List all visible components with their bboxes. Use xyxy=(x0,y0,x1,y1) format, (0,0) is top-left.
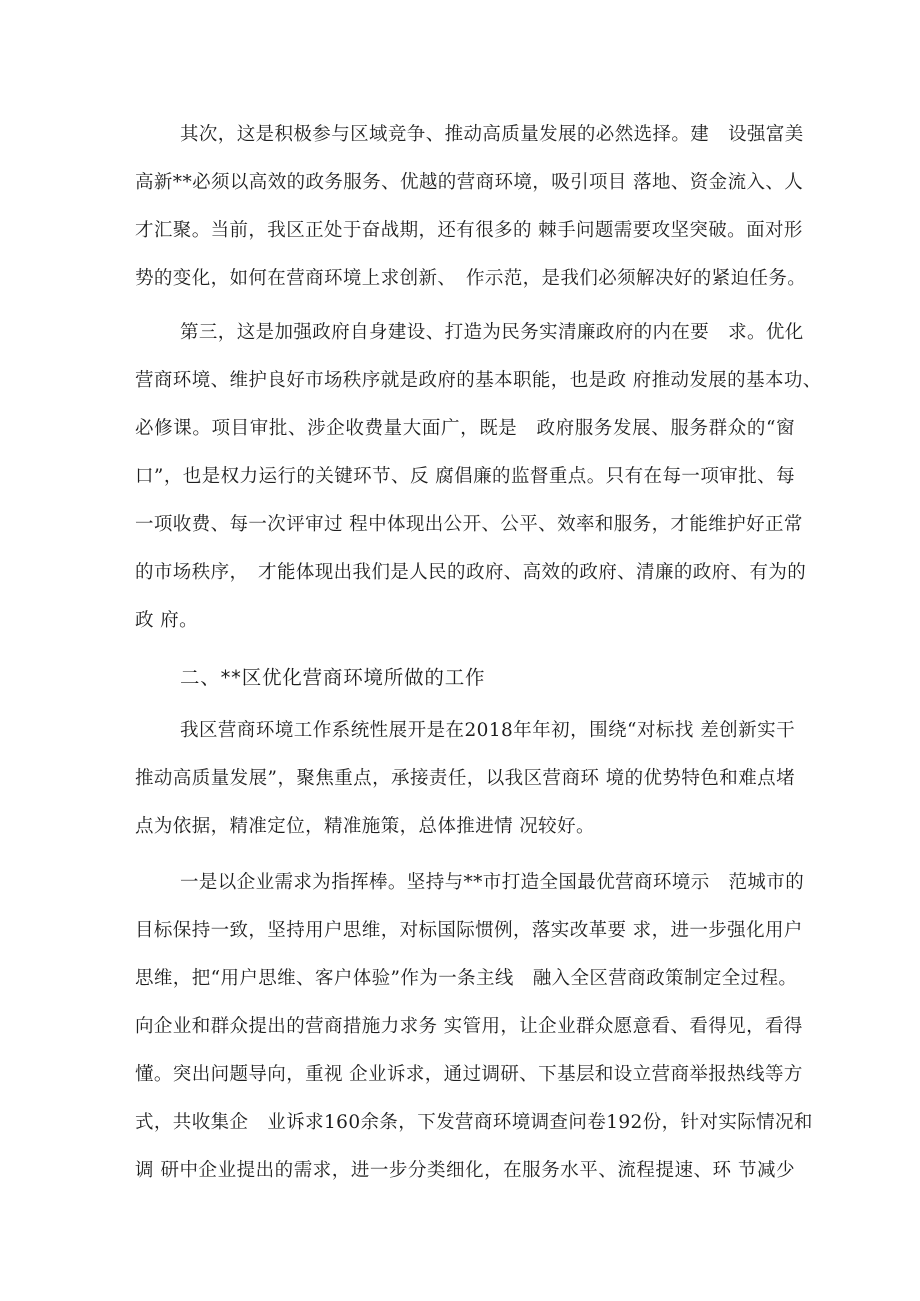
paragraph-4-line-2: 目标保持一致，坚持用户思维，对标国际惯例，落实改革要 求，进一步强化用户 xyxy=(135,920,803,941)
paragraph-2-line-7: 政 府。 xyxy=(135,610,198,631)
paragraph-2-line-2: 营商环境、维护良好市场秩序就是政府的基本职能，也是政 府推动发展的基本功、 xyxy=(135,370,822,391)
paragraph-4-line-6: 式，共收集企 业诉求160余条，下发营商环境调查问卷192份，针对实际情况和 xyxy=(135,1112,813,1133)
paragraph-1-line-1: 其次，这是积极参与区域竞争、推动高质量发展的必然选择。建 设强富美 xyxy=(180,124,804,145)
paragraph-3-line-2: 推动高质量发展”，聚焦重点，承接责任，以我区营商环 境的优势特色和难点堵 xyxy=(135,768,795,789)
paragraph-4-line-1: 一是以企业需求为指挥棒。坚持与**市打造全国最优营商环境示 范城市的 xyxy=(180,872,805,893)
paragraph-4-line-4: 向企业和群众提出的营商措施力求务 实管用，让企业群众愿意看、看得见，看得 xyxy=(135,1016,803,1037)
paragraph-1-line-4: 势的变化，如何在营商环境上求创新、 作示范，是我们必须解决好的紧迫任务。 xyxy=(135,268,807,289)
paragraph-3-line-3: 点为依据，精准定位，精准施策，总体推进情 况较好。 xyxy=(135,816,595,837)
section-heading: 二、**区优化营商环境所做的工作 xyxy=(180,666,486,689)
paragraph-4-line-3: 思维，把“用户思维、客户体验”作为一条主线 融入全区营商政策制定全过程。 xyxy=(135,968,798,989)
paragraph-2-line-4: 口”，也是权力运行的关键环节、反 腐倡廉的监督重点。只有在每一项审批、每 xyxy=(135,466,795,487)
paragraph-4-line-5: 懂。突出问题导向，重视 企业诉求，通过调研、下基层和设立营商举报热线等方 xyxy=(135,1064,803,1085)
paragraph-4-line-7: 调 研中企业提出的需求，进一步分类细化，在服务水平、流程提速、环 节减少 xyxy=(135,1160,795,1181)
paragraph-2-line-3: 必修课。项目审批、涉企收费量大面广，既是 政府服务发展、服务群众的“窗 xyxy=(135,418,795,439)
paragraph-1-line-3: 才汇聚。当前，我区正处于奋战期，还有很多的 棘手问题需要攻坚突破。面对形 xyxy=(135,220,803,241)
paragraph-1-line-2: 高新**必须以高效的政务服务、优越的营商环境，吸引项目 落地、资金流入、人 xyxy=(135,172,804,193)
paragraph-2-line-6: 的市场秩序， 才能体现出我们是人民的政府、高效的政府、清廉的政府、有为的 xyxy=(135,562,807,583)
paragraph-2-line-5: 一项收费、每一次评审过 程中体现出公开、公平、效率和服务，才能维护好正常 xyxy=(135,514,803,535)
paragraph-2-line-1: 第三，这是加强政府自身建设、打造为民务实清廉政府的内在要 求。优化 xyxy=(180,322,804,343)
paragraph-3-line-1: 我区营商环境工作系统性展开是在2018年年初，围绕“对标找 差创新实干 xyxy=(180,720,795,741)
